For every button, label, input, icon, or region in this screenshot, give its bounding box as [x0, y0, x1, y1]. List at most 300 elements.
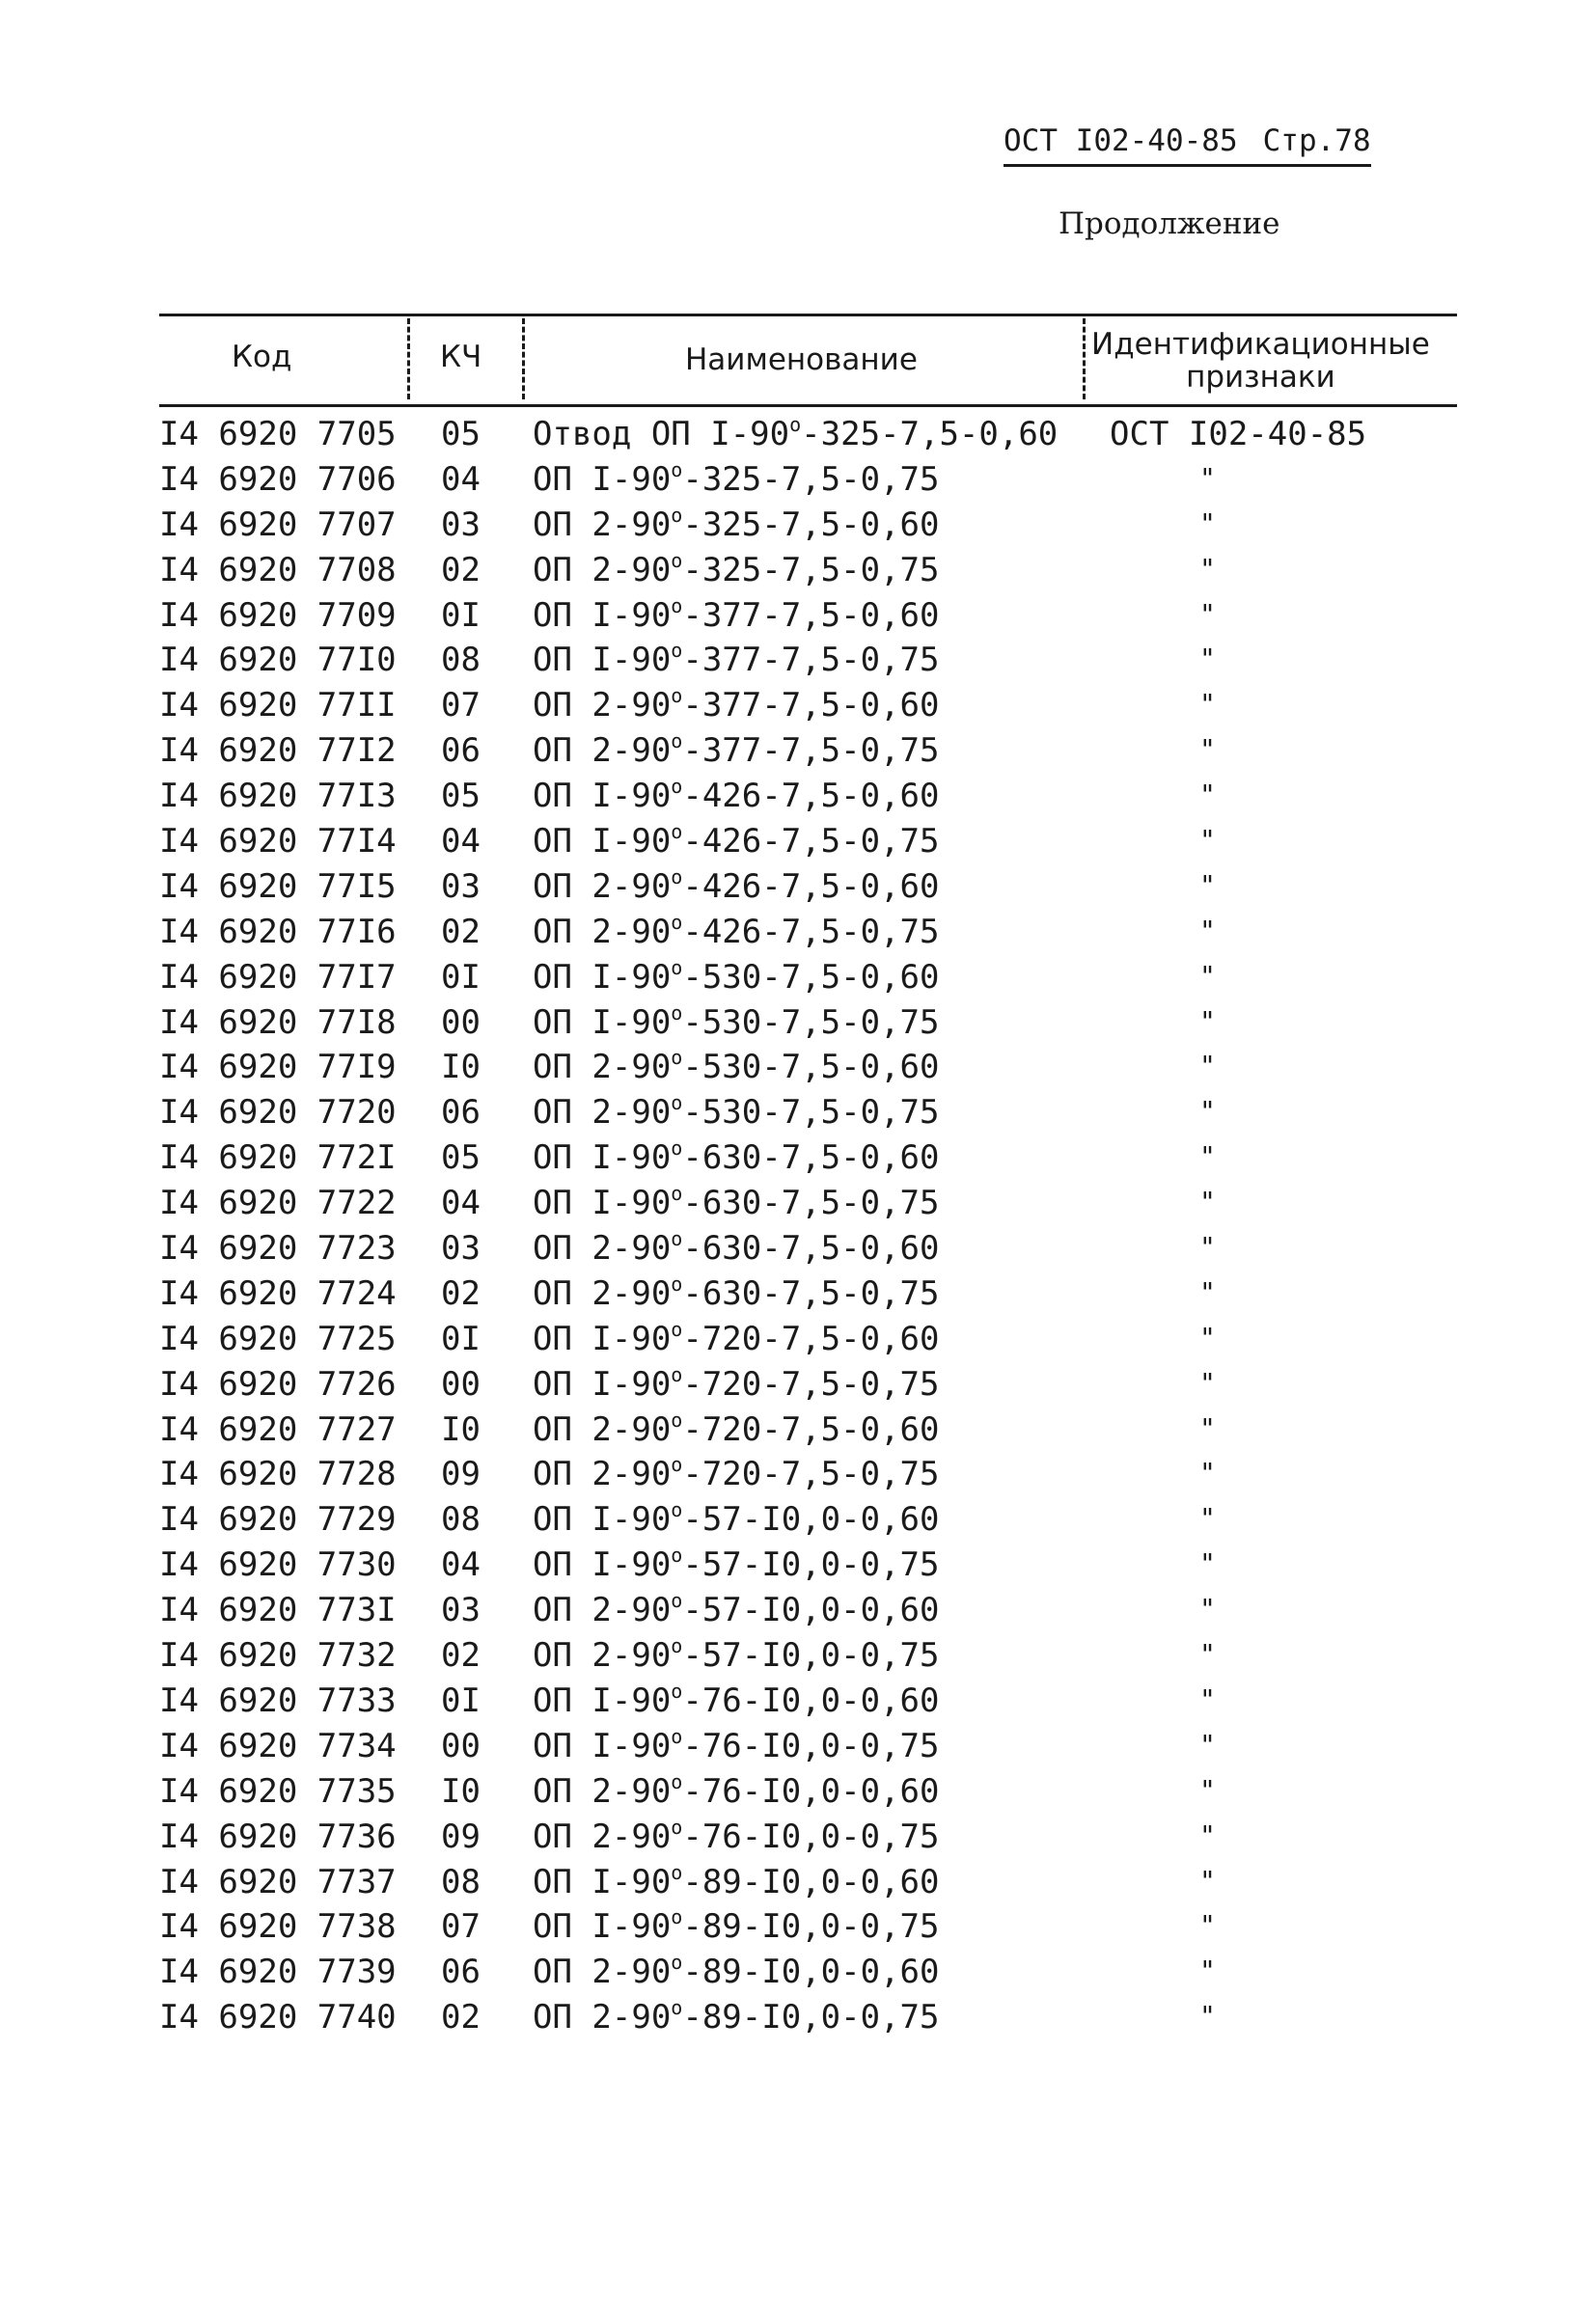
cell-kch: 07 [441, 1907, 481, 1947]
cell-ident: " [1199, 779, 1216, 811]
degree-mark: о [671, 1724, 683, 1748]
cell-name [533, 1317, 940, 1358]
table-row [159, 999, 1457, 1045]
degree-mark: о [671, 548, 683, 572]
cell-kch: 04 [441, 459, 481, 499]
cell-kch: 02 [441, 1273, 481, 1313]
degree-mark: о [671, 1453, 683, 1477]
table-row [159, 863, 1457, 909]
cell-name [533, 910, 940, 951]
table-row [159, 502, 1457, 547]
degree-mark: о [671, 1951, 683, 1975]
cell-code: I4 6920 7709 [159, 595, 397, 635]
degree-mark: о [671, 1091, 683, 1115]
cell-name-prefix: ОП 2-90 [533, 686, 672, 725]
cell-name-prefix: ОП 2-90 [533, 1591, 672, 1630]
degree-mark: о [671, 1679, 683, 1703]
cell-ident: " [1199, 1955, 1216, 1987]
cell-kch: 00 [441, 1364, 481, 1404]
degree-mark: о [671, 820, 683, 844]
table-row [159, 1859, 1457, 1904]
cell-name-suffix: -630-7,5-0,60 [682, 1138, 940, 1178]
degree-mark: о [671, 1769, 683, 1793]
cell-code: I4 6920 77I2 [159, 731, 397, 771]
cell-name [533, 1410, 939, 1449]
cell-ident: " [1199, 1773, 1216, 1806]
cell-name-suffix: -377-7,5-0,60 [682, 686, 940, 725]
degree-mark: о [789, 413, 802, 436]
cell-name-prefix: ОП I-90 [533, 777, 672, 816]
table-row [159, 637, 1457, 682]
cell-name-suffix: -530-7,5-0,75 [682, 1093, 940, 1133]
cell-code: I4 6920 7729 [159, 1500, 397, 1540]
cell-ident: " [1199, 1321, 1216, 1353]
cell-ident: " [1199, 2000, 1216, 2033]
cell-code: I4 6920 7733 [159, 1681, 397, 1720]
degree-mark: о [671, 775, 683, 799]
cell-kch: 02 [441, 912, 481, 951]
cell-ident: " [1199, 1050, 1216, 1082]
cell-ident: " [1199, 461, 1216, 494]
cell-name-prefix: ОП 2-90 [533, 1273, 672, 1313]
cell-code: I4 6920 77I7 [159, 957, 397, 997]
cell-name [533, 1769, 940, 1811]
cell-ident: " [1199, 688, 1216, 721]
cell-code: I4 6920 7706 [159, 459, 397, 499]
cell-name-prefix: ОП I-90 [533, 595, 672, 635]
cell-name [533, 1455, 939, 1493]
cell-name-prefix: Отвод ОП I-90 [533, 415, 790, 453]
cell-ident: " [1199, 959, 1216, 992]
cell-name [533, 777, 939, 815]
cell-kch: 0I [441, 595, 481, 635]
cell-kch: 08 [441, 1500, 481, 1540]
table-row [159, 818, 1457, 863]
cell-name-suffix: -76-I0,0-0,60 [682, 1681, 940, 1720]
cell-name [533, 1724, 940, 1765]
cell-kch: 09 [441, 1817, 481, 1856]
cell-kch: 04 [441, 822, 481, 861]
cell-kch: 06 [441, 1093, 481, 1133]
table-row [159, 1768, 1457, 1814]
column-header-name: Наименование [685, 342, 918, 377]
cell-code: I4 6920 7708 [159, 550, 397, 589]
table-row [159, 1407, 1457, 1452]
degree-mark: о [671, 864, 683, 889]
cell-name-suffix: -325-7,5-0,75 [682, 459, 940, 499]
cell-name [533, 1591, 939, 1629]
cell-name-suffix: -630-7,5-0,75 [682, 1184, 940, 1223]
table-row [159, 456, 1457, 502]
table-row [159, 1180, 1457, 1225]
degree-mark: о [671, 729, 683, 753]
table-row [159, 1496, 1457, 1542]
table-row [159, 592, 1457, 638]
cell-code: I4 6920 7725 [159, 1319, 397, 1358]
cell-code: I4 6920 77I3 [159, 777, 397, 816]
cell-name-suffix: -76-I0,0-0,60 [682, 1771, 940, 1811]
cell-ident: " [1199, 643, 1216, 675]
cell-name [533, 1815, 940, 1856]
cell-kch: 07 [441, 686, 481, 725]
table-row [159, 1587, 1457, 1632]
column-separator [522, 318, 525, 399]
table-row [159, 1451, 1457, 1496]
cell-ident: " [1199, 1682, 1216, 1715]
table-header-rule [159, 404, 1457, 407]
degree-mark: о [671, 1544, 683, 1568]
cell-name-suffix: -530-7,5-0,75 [682, 1002, 940, 1042]
table-top-rule [159, 314, 1457, 316]
cell-code: I4 6920 7722 [159, 1184, 397, 1223]
table-row [159, 1542, 1457, 1587]
cell-name-prefix: ОП 2-90 [533, 505, 672, 544]
degree-mark: о [671, 1271, 683, 1296]
table-row [159, 1044, 1457, 1089]
cell-name-prefix: ОП I-90 [533, 1500, 672, 1540]
cell-kch: 0I [441, 1319, 481, 1358]
degree-mark: о [671, 1905, 683, 1929]
cell-code: I4 6920 77I5 [159, 866, 397, 906]
cell-name-prefix: ОП 2-90 [533, 1771, 672, 1811]
table-row [159, 1903, 1457, 1949]
cell-kch: 05 [441, 777, 481, 816]
cell-name-suffix: -426-7,5-0,75 [682, 912, 940, 951]
page-header [1004, 123, 1371, 167]
cell-ident: " [1199, 1909, 1216, 1942]
cell-kch: 05 [441, 1138, 481, 1178]
cell-code: I4 6920 77I4 [159, 822, 397, 861]
degree-mark: о [671, 1046, 683, 1070]
cell-name-suffix: -89-I0,0-0,60 [682, 1953, 940, 1992]
cell-code: I4 6920 7739 [159, 1953, 397, 1992]
cell-code: I4 6920 7737 [159, 1862, 397, 1901]
table-row [159, 773, 1457, 818]
cell-name-suffix: -89-I0,0-0,60 [682, 1862, 940, 1901]
cell-name-prefix: ОП I-90 [533, 641, 672, 680]
cell-name-suffix: -426-7,5-0,60 [682, 777, 940, 816]
cell-name [533, 1681, 939, 1720]
cell-kch: 09 [441, 1455, 481, 1494]
cell-ident: " [1199, 1728, 1216, 1761]
table-row [159, 1361, 1457, 1407]
cell-ident: " [1199, 1275, 1216, 1308]
cell-ident: ОСТ I02-40-85 [1110, 415, 1367, 453]
degree-mark: о [671, 684, 683, 708]
cell-kch: 03 [441, 505, 481, 544]
cell-name [533, 1000, 940, 1042]
table-row [159, 547, 1457, 592]
column-header-code: Код [232, 340, 292, 374]
cell-name-suffix: -426-7,5-0,60 [682, 866, 940, 906]
cell-name [533, 1545, 939, 1584]
cell-name-suffix: -76-I0,0-0,75 [682, 1726, 940, 1765]
cell-name-prefix: ОП 2-90 [533, 731, 672, 771]
degree-mark: о [671, 1860, 683, 1884]
cell-kch: 08 [441, 1862, 481, 1901]
degree-mark: о [671, 1498, 683, 1522]
cell-code: I4 6920 7705 [159, 415, 397, 453]
cell-ident: " [1199, 552, 1216, 585]
degree-mark: о [671, 1136, 683, 1161]
cell-name-suffix: -325-7,5-0,60 [682, 505, 940, 544]
cell-name-prefix: ОП I-90 [533, 1545, 672, 1585]
table-row [159, 954, 1457, 999]
degree-mark: о [671, 955, 683, 979]
cell-kch: 02 [441, 1998, 481, 2037]
cell-kch: 06 [441, 1953, 481, 1992]
cell-kch: 0I [441, 1681, 481, 1720]
cell-name-prefix: ОП I-90 [533, 1002, 672, 1042]
cell-ident: " [1199, 868, 1216, 901]
cell-code: I4 6920 773I [159, 1591, 397, 1630]
cell-name [533, 641, 939, 679]
cell-kch: 03 [441, 866, 481, 906]
table-row [159, 411, 1457, 456]
cell-name-suffix: -325-7,5-0,75 [682, 550, 940, 589]
cell-name [533, 1271, 940, 1313]
cell-name-suffix: -720-7,5-0,60 [682, 1409, 940, 1449]
cell-kch: 03 [441, 1229, 481, 1269]
column-header-kch: КЧ [440, 340, 482, 374]
cell-name-prefix: ОП I-90 [533, 822, 672, 861]
cell-name-prefix: ОП I-90 [533, 1681, 672, 1720]
cell-name-prefix: ОП 2-90 [533, 1093, 672, 1133]
cell-ident: " [1199, 506, 1216, 539]
standard-number: ОСТ I02-40-85 [1004, 123, 1238, 158]
cell-name-suffix: -720-7,5-0,75 [682, 1364, 940, 1404]
cell-name-prefix: ОП I-90 [533, 459, 672, 499]
cell-kch: I0 [441, 1771, 481, 1811]
degree-mark: о [671, 1408, 683, 1432]
cell-name-prefix: ОП I-90 [533, 1364, 672, 1404]
table-row [159, 1814, 1457, 1859]
degree-mark: о [671, 910, 683, 934]
cell-kch: I0 [441, 1409, 481, 1449]
cell-ident: " [1199, 1366, 1216, 1399]
cell-ident: " [1199, 1004, 1216, 1037]
cell-ident: " [1199, 1411, 1216, 1444]
cell-name-suffix: -57-I0,0-0,60 [682, 1591, 940, 1630]
cell-code: I4 6920 7727 [159, 1409, 397, 1449]
cell-code: I4 6920 77I0 [159, 641, 397, 680]
cell-ident: " [1199, 1547, 1216, 1580]
table-row [159, 1632, 1457, 1678]
cell-name-suffix: -89-I0,0-0,75 [682, 1998, 940, 2037]
degree-mark: о [671, 1996, 683, 2020]
table-row [159, 682, 1457, 727]
page-number: Стр.78 [1262, 123, 1371, 158]
degree-mark: о [671, 639, 683, 663]
cell-code: I4 6920 77I8 [159, 1002, 397, 1042]
table-row [159, 1316, 1457, 1361]
cell-name [533, 1048, 939, 1086]
cell-name [533, 822, 939, 861]
cell-name [533, 1500, 939, 1539]
cell-name-suffix: -89-I0,0-0,75 [682, 1907, 940, 1947]
cell-name-suffix: -377-7,5-0,75 [682, 731, 940, 771]
cell-code: I4 6920 77I6 [159, 912, 397, 951]
cell-kch: 0I [441, 957, 481, 997]
cell-name [533, 731, 939, 770]
table-row [159, 1994, 1457, 2039]
cell-name-prefix: ОП I-90 [533, 1862, 672, 1901]
cell-name-suffix: -325-7,5-0,60 [801, 415, 1059, 453]
degree-mark: о [671, 1000, 683, 1025]
cell-code: I4 6920 7732 [159, 1636, 397, 1676]
cell-ident: " [1199, 733, 1216, 766]
cell-code: I4 6920 7723 [159, 1229, 397, 1269]
cell-code: I4 6920 7734 [159, 1726, 397, 1765]
cell-name [533, 457, 940, 499]
cell-name-suffix: -530-7,5-0,60 [682, 1048, 940, 1087]
cell-name [533, 1953, 939, 1991]
column-separator [407, 318, 410, 399]
cell-name-prefix: ОП I-90 [533, 1726, 672, 1765]
cell-name-suffix: -530-7,5-0,60 [682, 957, 940, 997]
cell-name [533, 415, 1058, 453]
cell-ident: " [1199, 1186, 1216, 1218]
cell-name [533, 1998, 939, 2037]
cell-ident: " [1199, 1140, 1216, 1173]
cell-name-prefix: ОП I-90 [533, 1907, 672, 1947]
cell-name-suffix: -720-7,5-0,60 [682, 1319, 940, 1358]
table-row [159, 1723, 1457, 1768]
cell-ident: " [1199, 914, 1216, 946]
cell-name-prefix: ОП 2-90 [533, 1998, 672, 2037]
continuation-label: Продолжение [1059, 206, 1280, 241]
cell-name-suffix: -630-7,5-0,75 [682, 1273, 940, 1313]
degree-mark: о [671, 1634, 683, 1658]
cell-name [533, 503, 940, 544]
cell-name-suffix: -57-I0,0-0,75 [682, 1545, 940, 1585]
cell-code: I4 6920 7736 [159, 1817, 397, 1856]
column-separator [1083, 318, 1086, 399]
cell-kch: 00 [441, 1002, 481, 1042]
cell-name-prefix: ОП I-90 [533, 1184, 672, 1223]
cell-ident: " [1199, 1593, 1216, 1626]
cell-name-prefix: ОП 2-90 [533, 1636, 672, 1676]
cell-code: I4 6920 7730 [159, 1545, 397, 1585]
table-row [159, 1949, 1457, 1994]
table-row [159, 727, 1457, 773]
cell-code: I4 6920 7724 [159, 1273, 397, 1313]
cell-name-suffix: -57-I0,0-0,60 [682, 1500, 940, 1540]
cell-name [533, 593, 940, 635]
cell-kch: 05 [441, 415, 481, 453]
cell-code: I4 6920 7738 [159, 1907, 397, 1947]
cell-name-prefix: ОП 2-90 [533, 912, 672, 951]
cell-name [533, 1093, 939, 1132]
cell-name-prefix: ОП I-90 [533, 1319, 672, 1358]
column-header-ident-line1: Идентификационные [1091, 327, 1430, 362]
table-row [159, 1678, 1457, 1723]
cell-name [533, 1362, 940, 1404]
cell-kch: 08 [441, 641, 481, 680]
cell-ident: " [1199, 1818, 1216, 1851]
cell-name-suffix: -630-7,5-0,60 [682, 1229, 940, 1269]
cell-name [533, 686, 939, 725]
cell-code: I4 6920 7720 [159, 1093, 397, 1133]
cell-name-suffix: -720-7,5-0,75 [682, 1455, 940, 1494]
cell-name [533, 1229, 939, 1268]
cell-kch: 03 [441, 1591, 481, 1630]
cell-name [533, 1138, 939, 1177]
cell-name [533, 1860, 940, 1901]
cell-code: I4 6920 772I [159, 1138, 397, 1178]
cell-ident: " [1199, 597, 1216, 630]
degree-mark: о [671, 1362, 683, 1386]
cell-name-prefix: ОП 2-90 [533, 1409, 672, 1449]
degree-mark: о [671, 1317, 683, 1341]
cell-name-suffix: -76-I0,0-0,75 [682, 1817, 940, 1856]
cell-kch: I0 [441, 1048, 481, 1087]
cell-name-prefix: ОП 2-90 [533, 1455, 672, 1494]
cell-kch: 02 [441, 1636, 481, 1676]
cell-name [533, 864, 940, 906]
cell-name [533, 1636, 939, 1675]
cell-ident: " [1199, 1095, 1216, 1128]
degree-mark: о [671, 593, 683, 617]
cell-name-suffix: -377-7,5-0,60 [682, 595, 940, 635]
cell-name-prefix: ОП 2-90 [533, 1048, 672, 1087]
cell-name-prefix: ОП I-90 [533, 957, 672, 997]
cell-name-suffix: -57-I0,0-0,75 [682, 1636, 940, 1676]
cell-kch: 04 [441, 1184, 481, 1223]
table-row [159, 1089, 1457, 1135]
degree-mark: о [671, 1815, 683, 1839]
cell-name-suffix: -377-7,5-0,75 [682, 641, 940, 680]
cell-ident: " [1199, 1231, 1216, 1264]
column-header-ident [1091, 328, 1430, 394]
cell-code: I4 6920 7728 [159, 1455, 397, 1494]
cell-name-prefix: ОП 2-90 [533, 550, 672, 589]
cell-ident: " [1199, 824, 1216, 857]
cell-name [533, 548, 940, 589]
cell-name-prefix: ОП 2-90 [533, 1229, 672, 1269]
degree-mark: о [671, 457, 683, 481]
cell-name-prefix: ОП 2-90 [533, 1953, 672, 1992]
cell-ident: " [1199, 1457, 1216, 1490]
cell-kch: 06 [441, 731, 481, 771]
cell-ident: " [1199, 1864, 1216, 1897]
table-row [159, 1225, 1457, 1271]
table-row [159, 1135, 1457, 1180]
cell-code: I4 6920 7740 [159, 1998, 397, 2037]
cell-kch: 02 [441, 550, 481, 589]
degree-mark: о [671, 1589, 683, 1613]
cell-ident: " [1199, 1638, 1216, 1671]
cell-name-suffix: -426-7,5-0,75 [682, 822, 940, 861]
cell-kch: 04 [441, 1545, 481, 1585]
table-body [159, 411, 1457, 2039]
cell-name-prefix: ОП I-90 [533, 1138, 672, 1178]
cell-name [533, 955, 940, 997]
cell-name [533, 1184, 939, 1222]
degree-mark: о [671, 1182, 683, 1206]
cell-code: I4 6920 77II [159, 686, 397, 725]
degree-mark: о [671, 1227, 683, 1251]
cell-name [533, 1907, 939, 1946]
table-row [159, 909, 1457, 954]
column-header-ident-line2: признаки [1186, 360, 1335, 395]
cell-code: I4 6920 7735 [159, 1771, 397, 1811]
table-row [159, 1271, 1457, 1316]
cell-code: I4 6920 7707 [159, 505, 397, 544]
cell-name-prefix: ОП 2-90 [533, 1817, 672, 1856]
degree-mark: о [671, 503, 683, 527]
cell-code: I4 6920 7726 [159, 1364, 397, 1404]
